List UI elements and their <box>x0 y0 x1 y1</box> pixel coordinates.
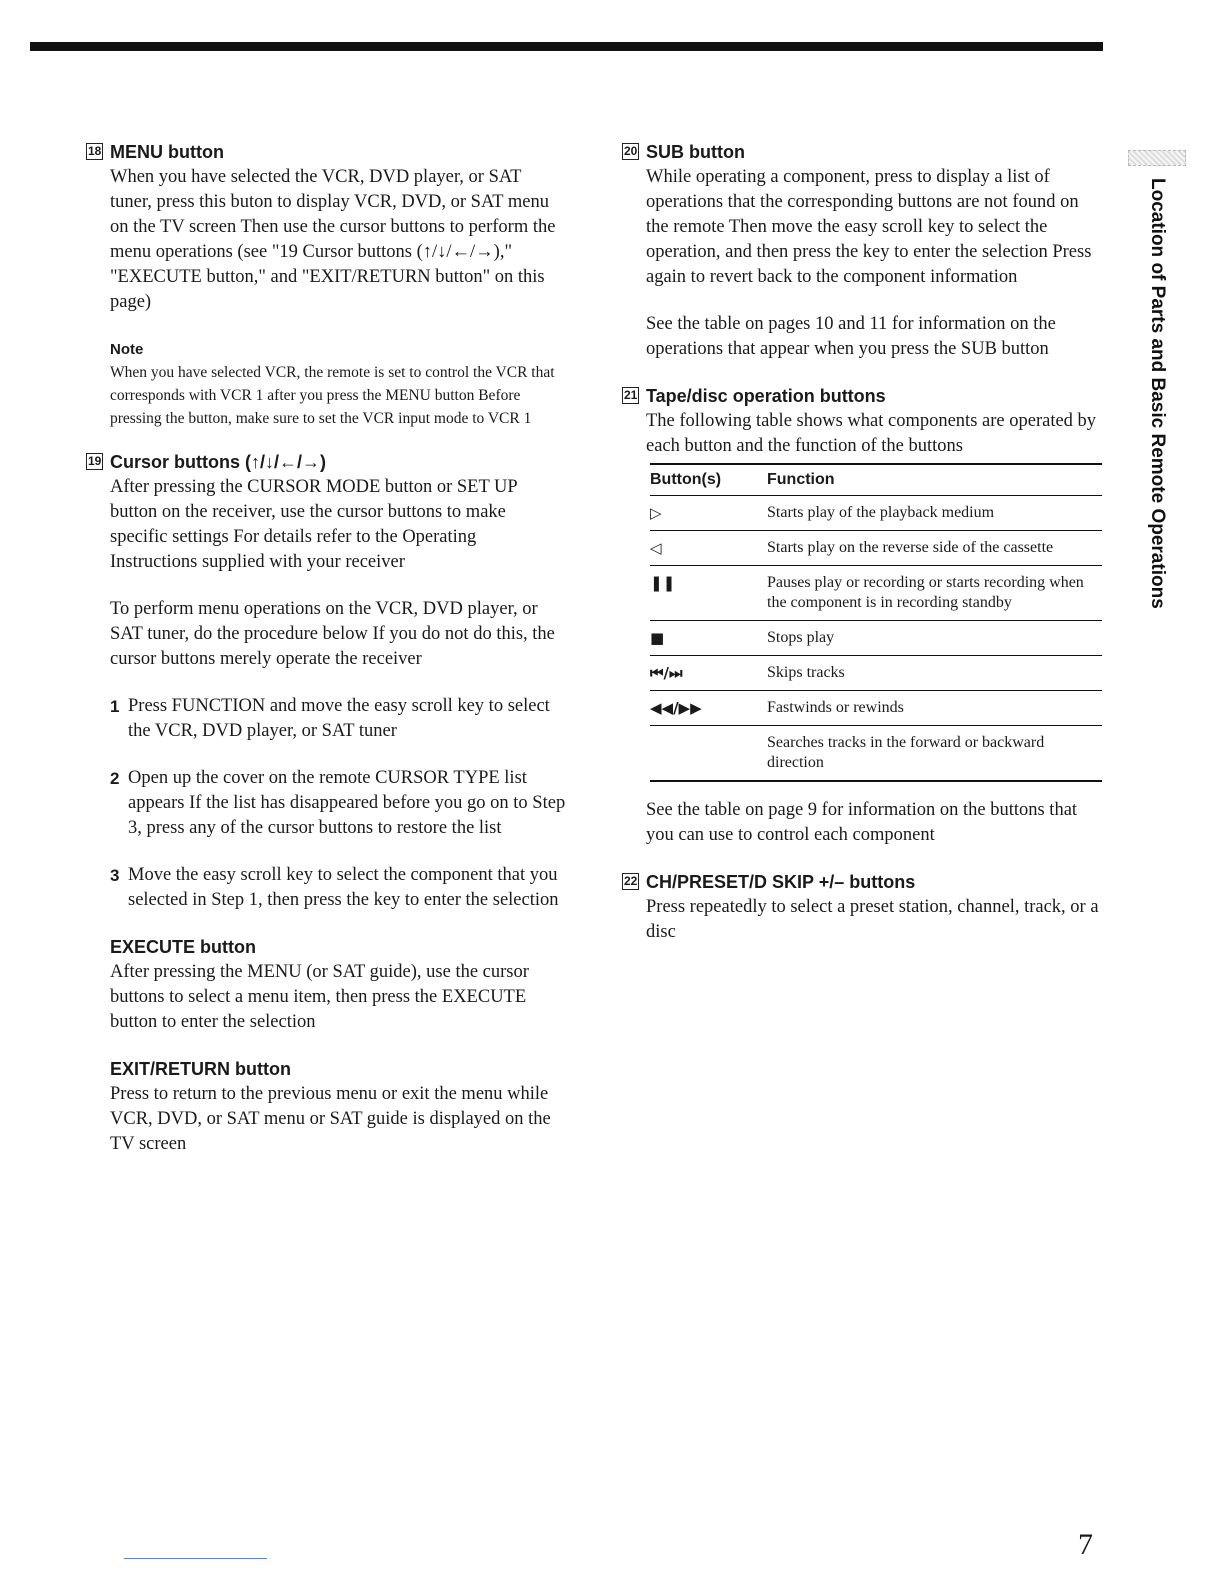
col-header-buttons: Button(s) <box>650 464 767 496</box>
top-rule <box>30 42 1103 51</box>
step-number: 2 <box>110 769 120 788</box>
section-22-heading <box>622 870 1104 895</box>
section-title: CH/PRESET/D SKIP +/– buttons <box>646 872 916 892</box>
step-text: Move the easy scroll key to select the component that you selected in Step 1, then press the key to enter the selection <box>128 865 559 910</box>
section-number: 18 <box>88 144 102 158</box>
step-text: Press FUNCTION and move the easy scroll key to select the VCR, DVD player, or SAT tuner <box>128 696 550 741</box>
page-number: 7 <box>1078 1528 1093 1561</box>
section-number: 21 <box>624 388 638 402</box>
right-column <box>622 140 1104 945</box>
note-body: When you have selected VCR, the remote is set to control the VCR that corresponds with VCR 1 after you press the MENU button Before pressing the button, make sure to set the VCR input mode to VCR 1 <box>110 364 555 427</box>
table-row <box>650 496 1102 531</box>
table-row <box>650 621 1102 656</box>
table-row <box>650 566 1102 621</box>
section-21-p1: The following table shows what components are operated by each button and the function of the buttons <box>646 411 1097 456</box>
section-number: 22 <box>624 874 638 888</box>
rewind-fastforward-icon: ◀◀/▶▶ <box>650 691 767 726</box>
section-20-p2: See the table on pages 10 and 11 for information on the operations that appear when you press the SUB button <box>646 314 1056 359</box>
section-20-heading <box>622 140 1104 165</box>
section-19-p2: To perform menu operations on the VCR, DVD player, or SAT tuner, do the procedure below If you do not do this, the cursor buttons merely operate the receiver <box>110 599 555 669</box>
function-cell: Skips tracks <box>767 656 1102 691</box>
left-column <box>86 140 566 1157</box>
section-number: 20 <box>624 144 638 158</box>
execute-heading: EXECUTE button <box>110 937 256 957</box>
table-row <box>650 656 1102 691</box>
skip-icon: ⏮/⏭ <box>650 656 767 691</box>
section-title: SUB button <box>646 142 745 162</box>
function-cell: Fastwinds or rewinds <box>767 691 1102 726</box>
step-1 <box>86 694 566 744</box>
play-icon: ▷ <box>650 496 767 531</box>
stop-icon: ■ <box>650 621 767 656</box>
step-number: 1 <box>110 697 120 716</box>
section-19-heading <box>86 450 566 475</box>
table-header <box>650 464 1102 496</box>
tab-marker <box>1128 150 1186 166</box>
empty-button-cell <box>650 726 767 782</box>
function-cell: Starts play of the playback medium <box>767 496 1102 531</box>
section-22-body: Press repeatedly to select a preset station, channel, track, or a disc <box>646 897 1099 942</box>
function-cell: Pauses play or recording or starts recording when the component is in recording standby <box>767 566 1102 621</box>
col-header-function: Function <box>767 464 1102 496</box>
function-cell: Searches tracks in the forward or backward direction <box>767 726 1102 782</box>
section-21-p2: See the table on page 9 for information on the buttons that you can use to control each component <box>646 800 1078 845</box>
section-number: 19 <box>88 454 102 468</box>
step-number: 3 <box>110 866 120 885</box>
function-cell: Stops play <box>767 621 1102 656</box>
note-title: Note <box>110 341 144 358</box>
section-18-heading <box>86 140 566 165</box>
step-text: Open up the cover on the remote CURSOR TYPE list appears If the list has disappeared before you go on to Step 3, press any of the cursor buttons to restore the list <box>128 768 566 838</box>
section-title: MENU button <box>110 142 224 162</box>
function-cell: Starts play on the reverse side of the cassette <box>767 531 1102 566</box>
pause-icon: ❚❚ <box>650 566 767 621</box>
section-title: Cursor buttons (↑/↓/←/→) <box>110 452 326 472</box>
step-3 <box>86 863 566 913</box>
table-row <box>650 531 1102 566</box>
chapter-tab <box>1128 150 1184 609</box>
section-19-p1: After pressing the CURSOR MODE button or SET UP button on the receiver, use the cursor buttons to make specific settings For details refer to the Operating Instructions supplied with your receiver <box>110 477 517 572</box>
footer-rule <box>124 1558 267 1559</box>
section-title: Tape/disc operation buttons <box>646 386 886 406</box>
section-21-heading <box>622 384 1104 409</box>
table-row <box>650 726 1102 782</box>
chapter-title: Location of Parts and Basic Remote Operations <box>1147 178 1168 609</box>
section-20-p1: While operating a component, press to display a list of operations that the corresponding buttons are not found on the remote Then move the easy scroll key to select the operation, and then press the key to enter the selection Press again to revert back to the component information <box>646 167 1092 287</box>
exit-heading: EXIT/RETURN button <box>110 1059 291 1079</box>
step-2 <box>86 766 566 841</box>
table-row <box>650 691 1102 726</box>
reverse-play-icon: ◁ <box>650 531 767 566</box>
exit-body: Press to return to the previous menu or exit the menu while VCR, DVD, or SAT menu or SAT guide is displayed on the TV screen <box>110 1084 551 1154</box>
button-function-table <box>650 463 1102 782</box>
section-18-body: When you have selected the VCR, DVD player, or SAT tuner, press this buton to display VCR, DVD, or SAT menu on the TV screen Then use the cursor buttons to perform the menu operations (see "19 Cursor buttons (↑/↓/←/→)," "EXECUTE button," and "EXIT/RETURN button" on this page) <box>110 167 556 312</box>
execute-body: After pressing the MENU (or SAT guide), use the cursor buttons to select a menu item, then press the EXECUTE button to enter the selection <box>110 962 529 1032</box>
